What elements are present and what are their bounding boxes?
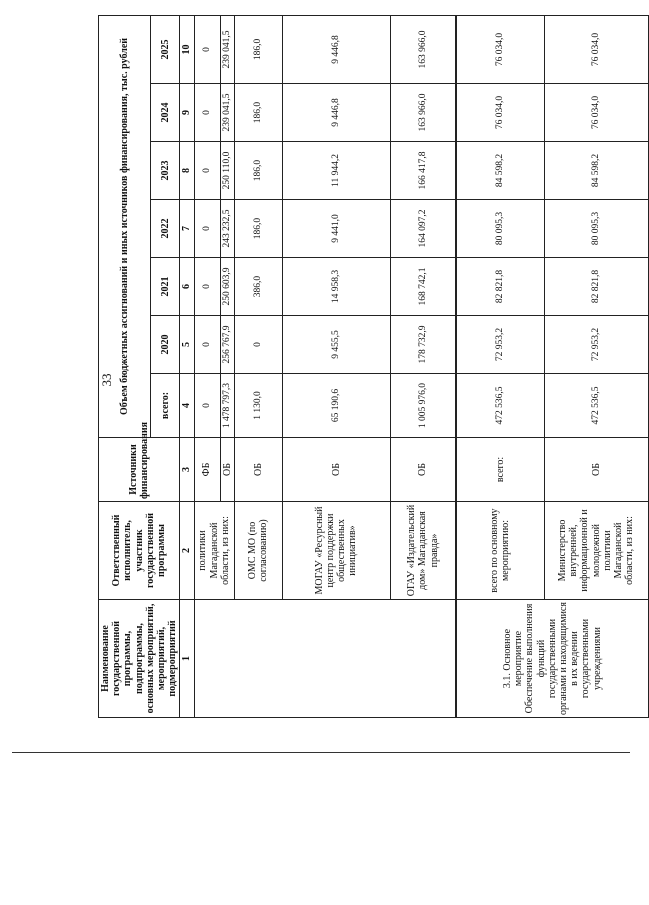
value-cell: 250 603,9	[220, 258, 234, 316]
column-number: 8	[180, 142, 194, 200]
value-cell: 250 110,0	[220, 142, 234, 200]
column-number: 4	[180, 374, 194, 438]
value-cell: 0	[194, 374, 220, 438]
value-cell: 239 041,5	[220, 15, 234, 83]
column-number: 7	[180, 200, 194, 258]
value-cell: 72 953,2	[544, 316, 648, 374]
value-cell: 84 598,2	[544, 142, 648, 200]
column-number: 9	[180, 84, 194, 142]
value-cell: 82 821,8	[544, 258, 648, 316]
column-number: 5	[180, 316, 194, 374]
header-year: 2020	[151, 316, 180, 374]
source-cell: ФБ	[194, 438, 220, 502]
source-cell: ОБ	[234, 438, 282, 502]
executor-cell: МОГАУ «Ресурсный центр поддержки общественных инициатив»	[282, 502, 390, 600]
page-number: 33	[99, 373, 114, 387]
value-cell: 72 953,2	[456, 316, 544, 374]
executor-cell: всего по основному мероприятию:	[456, 502, 544, 600]
value-cell: 166 417,8	[390, 142, 456, 200]
table-row	[456, 15, 544, 717]
value-cell: 65 190,6	[282, 374, 390, 438]
header-year: 2021	[151, 258, 180, 316]
column-number: 2	[180, 502, 194, 600]
source-cell: всего:	[456, 438, 544, 502]
source-cell: ОБ	[544, 438, 648, 502]
value-cell: 0	[194, 258, 220, 316]
value-cell: 186,0	[234, 15, 282, 83]
executor-cell: ОГАУ «Издательский дом» Магаданская правда»	[390, 502, 456, 600]
value-cell: 0	[194, 84, 220, 142]
name-cell	[194, 600, 456, 718]
value-cell: 80 095,3	[456, 200, 544, 258]
value-cell: 0	[194, 142, 220, 200]
value-cell: 178 732,9	[390, 316, 456, 374]
value-cell: 9 455,5	[282, 316, 390, 374]
value-cell: 76 034,0	[456, 84, 544, 142]
header-volume: Объем бюджетных ассигнований и иных источников финансирования, тыс. рублей	[99, 15, 151, 437]
header-year: 2024	[151, 84, 180, 142]
column-number: 1	[180, 600, 194, 718]
header-year: 2025	[151, 15, 180, 83]
value-cell: 9 446,8	[282, 84, 390, 142]
value-cell: 14 958,3	[282, 258, 390, 316]
value-cell: 0	[234, 316, 282, 374]
value-cell: 186,0	[234, 142, 282, 200]
executor-cell: ОМС МО (по согласованию)	[234, 502, 282, 600]
value-cell: 472 536,5	[544, 374, 648, 438]
table-container	[98, 16, 636, 718]
source-cell: ОБ	[282, 438, 390, 502]
value-cell: 0	[194, 15, 220, 83]
value-cell: 256 767,9	[220, 316, 234, 374]
value-cell: 164 097,2	[390, 200, 456, 258]
source-cell: ОБ	[220, 438, 234, 502]
value-cell: 243 232,5	[220, 200, 234, 258]
value-cell: 1 130,0	[234, 374, 282, 438]
value-cell: 472 536,5	[456, 374, 544, 438]
header-executor: Ответственный исполнитель, участник государственной программы	[99, 502, 180, 600]
column-number: 3	[180, 438, 194, 502]
value-cell: 76 034,0	[544, 15, 648, 83]
value-cell: 168 742,1	[390, 258, 456, 316]
name-cell: 3.1. Основное мероприятие Обеспечение выполнения функций государственными органами и находящимися в их ведении государственными учреждениями	[456, 600, 648, 718]
header-name: Наименование государственной программы, подпрограммы, основных мероприятий, мероприятий, подмероприятий	[99, 600, 180, 718]
value-cell: 186,0	[234, 200, 282, 258]
value-cell: 76 034,0	[456, 15, 544, 83]
budget-table	[98, 15, 649, 718]
value-cell: 9 446,8	[282, 15, 390, 83]
value-cell: 1 005 976,0	[390, 374, 456, 438]
header-total: всего:	[151, 374, 180, 438]
value-cell: 163 966,0	[390, 15, 456, 83]
value-cell: 186,0	[234, 84, 282, 142]
value-cell: 163 966,0	[390, 84, 456, 142]
table-row	[194, 15, 220, 717]
value-cell: 1 478 797,3	[220, 374, 234, 438]
column-number: 10	[180, 15, 194, 83]
value-cell: 0	[194, 316, 220, 374]
header-year: 2023	[151, 142, 180, 200]
executor-cell: политики Магаданской области, из них:	[194, 502, 234, 600]
executor-cell: Министерство внутренней, информационной и молодежной политики Магаданской области, из них:	[544, 502, 648, 600]
value-cell: 84 598,2	[456, 142, 544, 200]
value-cell: 80 095,3	[544, 200, 648, 258]
column-number: 6	[180, 258, 194, 316]
header-source: Источники финансирования	[99, 438, 180, 502]
value-cell: 239 041,5	[220, 84, 234, 142]
horizontal-rule	[12, 752, 630, 753]
value-cell: 11 944,2	[282, 142, 390, 200]
value-cell: 9 441,0	[282, 200, 390, 258]
value-cell: 76 034,0	[544, 84, 648, 142]
value-cell: 386,0	[234, 258, 282, 316]
value-cell: 0	[194, 200, 220, 258]
value-cell: 82 821,8	[456, 258, 544, 316]
source-cell: ОБ	[390, 438, 456, 502]
header-year: 2022	[151, 200, 180, 258]
